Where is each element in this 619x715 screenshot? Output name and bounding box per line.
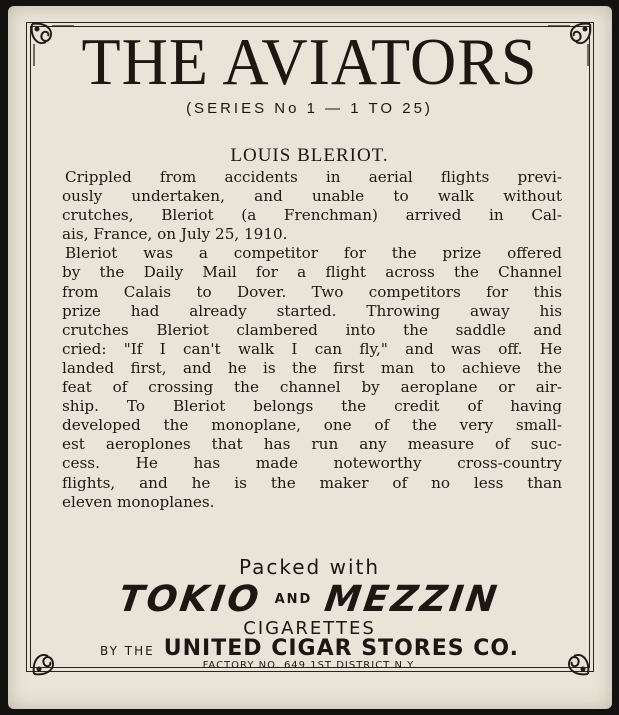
company-line — [0, 636, 619, 661]
body-line: flights, and he is the maker of no less than — [62, 473, 562, 492]
body-line: crutches Bleriot clambered into the saddle and — [62, 320, 562, 339]
body-line: eleven monoplanes. — [62, 492, 215, 511]
by-the-label: BY THE — [100, 644, 155, 658]
packed-with-label: Packed with — [238, 555, 381, 579]
subject-name: LOUIS BLERIOT. — [230, 145, 389, 166]
body-line: developed the monoplane, one of the very small- — [62, 416, 562, 435]
brand-name-mezzin: MEZZIN — [322, 579, 503, 620]
body-line: ship. To Bleriot belongs the credit of having — [62, 397, 562, 416]
body-line: cess. He has made noteworthy cross-country — [62, 454, 562, 473]
body-line: landed first, and he is the first man to achieve the — [62, 358, 562, 377]
card-title: THE AVIATORS — [81, 24, 538, 99]
body-line: Bleriot was a competitor for the prize offered — [65, 244, 562, 263]
brand-name-tokio: TOKIO — [116, 579, 265, 620]
body-line: est aeroplones that has run any measure of suc- — [62, 435, 562, 454]
body-line: prize had already started. Throwing away his — [62, 301, 562, 320]
company-name: UNITED CIGAR STORES CO. — [163, 636, 519, 661]
body-line: ais, France, on July 25, 1910. — [62, 225, 288, 244]
biography-text — [62, 168, 562, 512]
body-line: by the Daily Mail for a flight across the Channel — [62, 263, 562, 282]
series-label: (SERIES No 1 — 1 TO 25) — [186, 100, 433, 117]
body-line: Crippled from accidents in aerial flights previ- — [65, 168, 562, 186]
cigarettes-label: CIGARETTES — [243, 618, 376, 639]
brand-line — [0, 579, 619, 620]
body-line: from Calais to Dover. Two competitors for this — [62, 282, 562, 301]
body-line: feat of crossing the channel by aeroplane or air- — [62, 378, 562, 397]
brand-and: AND — [274, 592, 313, 607]
body-line: ously undertaken, and unable to walk without — [62, 187, 562, 206]
body-line: crutches, Bleriot (a Frenchman) arrived in Cal- — [62, 206, 562, 225]
body-line: cried: "If I can't walk I can fly," and was off. He — [62, 339, 562, 358]
factory-label: FACTORY NO. 649 1ST DISTRICT N.Y. — [202, 660, 417, 671]
